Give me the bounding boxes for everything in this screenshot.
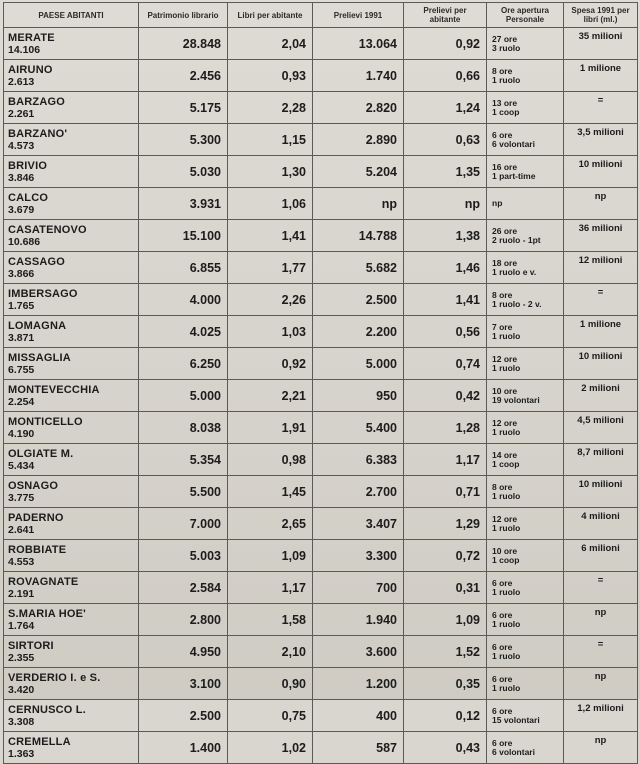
prelievi-cell: 1.940 (313, 604, 404, 636)
ore-personale-cell (487, 732, 564, 764)
prelievi-cell: np (313, 188, 404, 220)
table-row (4, 60, 638, 92)
ore-personale-cell (487, 476, 564, 508)
ore-personale-cell (487, 252, 564, 284)
ore-personale-cell (487, 60, 564, 92)
ore-apertura: 6 ore (492, 673, 513, 684)
table-row (4, 508, 638, 540)
ore-apertura: 8 ore (492, 289, 513, 300)
paese-name: CASSAGO (8, 255, 66, 268)
prelievi-cell: 13.064 (313, 28, 404, 60)
patrimonio-cell: 5.500 (139, 476, 228, 508)
paese-name: PADERNO (8, 511, 64, 524)
ore-apertura: 6 ore (492, 609, 513, 620)
spesa-cell: 36 milioni (564, 220, 638, 252)
prelievi-cell: 400 (313, 700, 404, 732)
libri-per-abitante-cell: 0,98 (228, 444, 313, 476)
abitanti-value: 3.420 (8, 683, 35, 696)
spesa-cell: 1 milione (564, 316, 638, 348)
abitanti-value: 3.308 (8, 715, 35, 728)
libri-per-abitante-cell: 1,17 (228, 572, 313, 604)
personale: 1 part-time (492, 170, 536, 181)
paese-name: BARZAGO (8, 95, 66, 108)
prelievi-per-abitante-cell: 0,72 (404, 540, 487, 572)
paese-cell (4, 732, 139, 764)
prelievi-cell: 3.407 (313, 508, 404, 540)
patrimonio-cell: 3.100 (139, 668, 228, 700)
header-patrimonio: Patrimonio librario (139, 3, 228, 28)
spesa-cell: 35 milioni (564, 28, 638, 60)
spesa-cell: = (564, 92, 638, 124)
ore-apertura: 18 ore (492, 257, 518, 268)
libri-per-abitante-cell: 1,06 (228, 188, 313, 220)
ore-personale-cell (487, 668, 564, 700)
patrimonio-cell: 6.855 (139, 252, 228, 284)
spesa-cell: 4,5 milioni (564, 412, 638, 444)
spesa-cell: 1,2 milioni (564, 700, 638, 732)
ore-apertura: 7 ore (492, 321, 513, 332)
ore-personale-cell (487, 348, 564, 380)
paese-name: MERATE (8, 31, 55, 44)
paese-cell (4, 412, 139, 444)
libri-per-abitante-cell: 2,65 (228, 508, 313, 540)
ore-apertura: 27 ore (492, 33, 518, 44)
ore-apertura: 12 ore (492, 513, 518, 524)
libri-per-abitante-cell: 2,04 (228, 28, 313, 60)
table-row (4, 156, 638, 188)
header-prelievi: Prelievi 1991 (313, 3, 404, 28)
personale: 1 ruolo (492, 490, 521, 501)
prelievi-per-abitante-cell: 1,24 (404, 92, 487, 124)
paese-name: IMBERSAGO (8, 287, 78, 300)
personale: 1 ruolo (492, 330, 521, 341)
abitanti-value: 3.871 (8, 331, 35, 344)
prelievi-per-abitante-cell: 1,52 (404, 636, 487, 668)
patrimonio-cell: 2.456 (139, 60, 228, 92)
paese-cell (4, 156, 139, 188)
prelievi-per-abitante-cell: 1,35 (404, 156, 487, 188)
abitanti-value: 5.434 (8, 459, 35, 472)
table-row (4, 380, 638, 412)
abitanti-value: 3.866 (8, 267, 35, 280)
personale: 1 coop (492, 106, 520, 117)
abitanti-value: 3.679 (8, 203, 35, 216)
prelievi-cell: 587 (313, 732, 404, 764)
prelievi-cell: 2.820 (313, 92, 404, 124)
paese-name: MONTICELLO (8, 415, 83, 428)
table-row (4, 284, 638, 316)
paese-name: CREMELLA (8, 735, 71, 748)
ore-apertura: 26 ore (492, 225, 518, 236)
patrimonio-cell: 5.030 (139, 156, 228, 188)
libri-per-abitante-cell: 0,93 (228, 60, 313, 92)
spesa-cell: 4 milioni (564, 508, 638, 540)
prelievi-per-abitante-cell: 0,92 (404, 28, 487, 60)
table-row (4, 348, 638, 380)
prelievi-per-abitante-cell: 0,56 (404, 316, 487, 348)
paese-name: AIRUNO (8, 63, 53, 76)
library-statistics-table (3, 2, 638, 764)
patrimonio-cell: 5.000 (139, 380, 228, 412)
paese-name: MISSAGLIA (8, 351, 71, 364)
paese-cell (4, 636, 139, 668)
paese-cell (4, 380, 139, 412)
libri-per-abitante-cell: 1,77 (228, 252, 313, 284)
table-row (4, 188, 638, 220)
ore-personale-cell (487, 540, 564, 572)
personale: 6 volontari (492, 746, 535, 757)
paese-name: CASATENOVO (8, 223, 87, 236)
personale: 1 ruolo e v. (492, 266, 537, 277)
spesa-cell: 10 milioni (564, 476, 638, 508)
patrimonio-cell: 28.848 (139, 28, 228, 60)
libri-per-abitante-cell: 2,10 (228, 636, 313, 668)
table-row (4, 316, 638, 348)
paese-name: VERDERIO I. e S. (8, 671, 101, 684)
ore-apertura: 14 ore (492, 449, 518, 460)
spesa-cell: 8,7 milioni (564, 444, 638, 476)
header-spesa: Spesa 1991 per libri (ml.) (564, 3, 638, 28)
libri-per-abitante-cell: 1,45 (228, 476, 313, 508)
paese-name: BARZANO' (8, 127, 68, 140)
personale: 1 ruolo (492, 586, 521, 597)
prelievi-per-abitante-cell: 0,12 (404, 700, 487, 732)
table-row (4, 444, 638, 476)
personale: 15 volontari (492, 714, 540, 725)
libri-per-abitante-cell: 2,26 (228, 284, 313, 316)
patrimonio-cell: 4.025 (139, 316, 228, 348)
ore-personale-cell (487, 604, 564, 636)
ore-personale-cell (487, 316, 564, 348)
abitanti-value: 2.641 (8, 523, 35, 536)
abitanti-value: 2.355 (8, 651, 35, 664)
paese-cell (4, 220, 139, 252)
paese-cell (4, 604, 139, 636)
spesa-cell: = (564, 284, 638, 316)
abitanti-value: 4.553 (8, 555, 35, 568)
prelievi-per-abitante-cell: 1,28 (404, 412, 487, 444)
header-libri: Libri per abitante (228, 3, 313, 28)
libri-per-abitante-cell: 1,41 (228, 220, 313, 252)
ore-personale-cell (487, 28, 564, 60)
patrimonio-cell: 6.250 (139, 348, 228, 380)
paese-cell (4, 316, 139, 348)
prelievi-cell: 950 (313, 380, 404, 412)
patrimonio-cell: 15.100 (139, 220, 228, 252)
personale: 1 ruolo (492, 362, 521, 373)
paese-name: S.MARIA HOE' (8, 607, 86, 620)
libri-per-abitante-cell: 1,02 (228, 732, 313, 764)
paese-name: CALCO (8, 191, 49, 204)
patrimonio-cell: 5.300 (139, 124, 228, 156)
personale: 1 ruolo (492, 74, 521, 85)
prelievi-cell: 2.700 (313, 476, 404, 508)
ore-personale-cell (487, 156, 564, 188)
prelievi-cell: 1.200 (313, 668, 404, 700)
abitanti-value: 6.755 (8, 363, 35, 376)
table-row (4, 732, 638, 764)
ore-apertura: 6 ore (492, 737, 513, 748)
table-row (4, 252, 638, 284)
spesa-cell: np (564, 668, 638, 700)
prelievi-per-abitante-cell: 0,66 (404, 60, 487, 92)
spesa-cell: 10 milioni (564, 156, 638, 188)
personale: 1 ruolo (492, 426, 521, 437)
prelievi-per-abitante-cell: 0,43 (404, 732, 487, 764)
libri-per-abitante-cell: 1,91 (228, 412, 313, 444)
ore-apertura: 6 ore (492, 705, 513, 716)
ore-apertura: np (492, 198, 503, 208)
prelievi-per-abitante-cell: 0,63 (404, 124, 487, 156)
libri-per-abitante-cell: 1,58 (228, 604, 313, 636)
paese-cell (4, 668, 139, 700)
table-row (4, 700, 638, 732)
paese-name: ROBBIATE (8, 543, 67, 556)
ore-apertura: 16 ore (492, 161, 518, 172)
libri-per-abitante-cell: 1,15 (228, 124, 313, 156)
abitanti-value: 1.363 (8, 747, 35, 760)
paese-name: BRIVIO (8, 159, 48, 172)
paese-cell (4, 124, 139, 156)
paese-cell (4, 700, 139, 732)
abitanti-value: 10.686 (8, 235, 41, 248)
spesa-cell: 2 milioni (564, 380, 638, 412)
spesa-cell: np (564, 732, 638, 764)
ore-apertura: 6 ore (492, 641, 513, 652)
paese-cell (4, 540, 139, 572)
prelievi-cell: 3.300 (313, 540, 404, 572)
personale: 1 ruolo (492, 618, 521, 629)
libri-per-abitante-cell: 0,90 (228, 668, 313, 700)
ore-personale-cell (487, 508, 564, 540)
prelievi-cell: 14.788 (313, 220, 404, 252)
ore-personale-cell (487, 700, 564, 732)
ore-personale-cell (487, 124, 564, 156)
paese-cell (4, 28, 139, 60)
prelievi-cell: 1.740 (313, 60, 404, 92)
table-row (4, 476, 638, 508)
libri-per-abitante-cell: 0,75 (228, 700, 313, 732)
abitanti-value: 2.613 (8, 75, 35, 88)
prelievi-per-abitante-cell: 1,38 (404, 220, 487, 252)
prelievi-cell: 2.200 (313, 316, 404, 348)
prelievi-cell: 2.500 (313, 284, 404, 316)
patrimonio-cell: 4.950 (139, 636, 228, 668)
prelievi-per-abitante-cell: 1,09 (404, 604, 487, 636)
prelievi-per-abitante-cell: 0,74 (404, 348, 487, 380)
patrimonio-cell: 4.000 (139, 284, 228, 316)
ore-apertura: 8 ore (492, 65, 513, 76)
prelievi-per-abitante-cell: 0,42 (404, 380, 487, 412)
spesa-cell: = (564, 636, 638, 668)
ore-personale-cell (487, 380, 564, 412)
header-ore: Ore apertura Personale (487, 3, 564, 28)
prelievi-per-abitante-cell: 1,17 (404, 444, 487, 476)
ore-apertura: 12 ore (492, 417, 518, 428)
spesa-cell: np (564, 604, 638, 636)
prelievi-cell: 2.890 (313, 124, 404, 156)
libri-per-abitante-cell: 0,92 (228, 348, 313, 380)
table-row (4, 220, 638, 252)
paese-name: ROVAGNATE (8, 575, 79, 588)
libri-per-abitante-cell: 1,03 (228, 316, 313, 348)
abitanti-value: 2.191 (8, 587, 35, 600)
prelievi-cell: 5.000 (313, 348, 404, 380)
prelievi-cell: 5.682 (313, 252, 404, 284)
paese-name: OLGIATE M. (8, 447, 74, 460)
personale: 6 volontari (492, 138, 535, 149)
ore-apertura: 8 ore (492, 481, 513, 492)
ore-personale-cell (487, 444, 564, 476)
abitanti-value: 4.190 (8, 427, 35, 440)
paese-name: SIRTORI (8, 639, 54, 652)
ore-apertura: 10 ore (492, 385, 518, 396)
prelievi-per-abitante-cell: 1,46 (404, 252, 487, 284)
prelievi-per-abitante-cell: np (404, 188, 487, 220)
ore-personale-cell (487, 188, 564, 220)
spesa-cell: np (564, 188, 638, 220)
ore-personale-cell (487, 572, 564, 604)
prelievi-per-abitante-cell: 0,71 (404, 476, 487, 508)
table-row (4, 28, 638, 60)
personale: 3 ruolo (492, 42, 521, 53)
patrimonio-cell: 5.003 (139, 540, 228, 572)
libri-per-abitante-cell: 2,21 (228, 380, 313, 412)
prelievi-cell: 5.400 (313, 412, 404, 444)
paese-cell (4, 476, 139, 508)
table-row (4, 572, 638, 604)
patrimonio-cell: 1.400 (139, 732, 228, 764)
ore-personale-cell (487, 412, 564, 444)
abitanti-value: 2.254 (8, 395, 35, 408)
personale: 19 volontari (492, 394, 540, 405)
patrimonio-cell: 2.584 (139, 572, 228, 604)
prelievi-cell: 700 (313, 572, 404, 604)
patrimonio-cell: 5.175 (139, 92, 228, 124)
abitanti-value: 14.106 (8, 43, 41, 56)
table-row (4, 124, 638, 156)
libri-per-abitante-cell: 1,09 (228, 540, 313, 572)
table-row (4, 412, 638, 444)
prelievi-cell: 6.383 (313, 444, 404, 476)
personale: 1 ruolo (492, 650, 521, 661)
personale: 1 ruolo (492, 522, 521, 533)
abitanti-value: 4.573 (8, 139, 35, 152)
paese-name: MONTEVECCHIA (8, 383, 100, 396)
libri-per-abitante-cell: 2,28 (228, 92, 313, 124)
spesa-cell: = (564, 572, 638, 604)
paese-name: OSNAGO (8, 479, 59, 492)
spesa-cell: 1 milione (564, 60, 638, 92)
paese-cell (4, 444, 139, 476)
personale: 1 coop (492, 458, 520, 469)
prelievi-cell: 3.600 (313, 636, 404, 668)
abitanti-value: 3.846 (8, 171, 35, 184)
table-row (4, 540, 638, 572)
patrimonio-cell: 5.354 (139, 444, 228, 476)
prelievi-per-abitante-cell: 1,29 (404, 508, 487, 540)
personale: 2 ruolo - 1pt (492, 234, 541, 245)
abitanti-value: 2.261 (8, 107, 35, 120)
patrimonio-cell: 2.800 (139, 604, 228, 636)
ore-personale-cell (487, 284, 564, 316)
paese-cell (4, 348, 139, 380)
paese-cell (4, 508, 139, 540)
paese-cell (4, 572, 139, 604)
patrimonio-cell: 7.000 (139, 508, 228, 540)
prelievi-per-abitante-cell: 0,31 (404, 572, 487, 604)
patrimonio-cell: 2.500 (139, 700, 228, 732)
table-body (4, 28, 638, 764)
abitanti-value: 3.775 (8, 491, 35, 504)
abitanti-value: 1.764 (8, 619, 35, 632)
personale: 1 ruolo - 2 v. (492, 298, 542, 309)
paese-cell (4, 60, 139, 92)
patrimonio-cell: 8.038 (139, 412, 228, 444)
prelievi-per-abitante-cell: 1,41 (404, 284, 487, 316)
paese-cell (4, 284, 139, 316)
table-row (4, 668, 638, 700)
paese-name: CERNUSCO L. (8, 703, 86, 716)
ore-apertura: 13 ore (492, 97, 518, 108)
paese-cell (4, 252, 139, 284)
paese-cell (4, 92, 139, 124)
personale: 1 ruolo (492, 682, 521, 693)
libri-per-abitante-cell: 1,30 (228, 156, 313, 188)
ore-apertura: 6 ore (492, 129, 513, 140)
ore-apertura: 12 ore (492, 353, 518, 364)
prelievi-per-abitante-cell: 0,35 (404, 668, 487, 700)
paese-name: LOMAGNA (8, 319, 67, 332)
header-prelievi-abitante: Prelievi per abitante (404, 3, 487, 28)
header-paese: PAESE ABITANTI (4, 3, 139, 28)
spesa-cell: 6 milioni (564, 540, 638, 572)
personale: 1 coop (492, 554, 520, 565)
patrimonio-cell: 3.931 (139, 188, 228, 220)
prelievi-cell: 5.204 (313, 156, 404, 188)
header-row (4, 3, 638, 28)
spesa-cell: 3,5 milioni (564, 124, 638, 156)
abitanti-value: 1.765 (8, 299, 35, 312)
table-row (4, 92, 638, 124)
paese-cell (4, 188, 139, 220)
ore-personale-cell (487, 220, 564, 252)
spesa-cell: 12 milioni (564, 252, 638, 284)
table-row (4, 636, 638, 668)
table-row (4, 604, 638, 636)
ore-personale-cell (487, 636, 564, 668)
ore-personale-cell (487, 92, 564, 124)
spesa-cell: 10 milioni (564, 348, 638, 380)
ore-apertura: 10 ore (492, 545, 518, 556)
ore-apertura: 6 ore (492, 577, 513, 588)
